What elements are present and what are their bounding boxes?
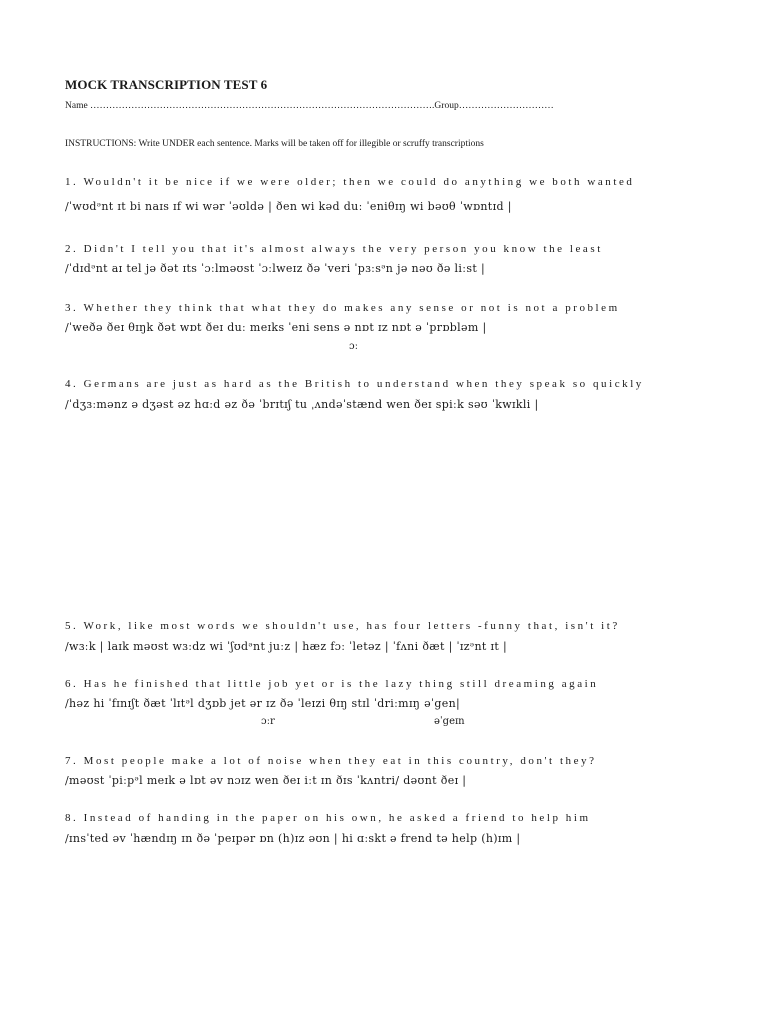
transcription-7: /məʊst ˈpiːpᵊl meɪk ə lɒt əv nɔɪz wen ðeɪ iːt ɪn ðɪs ˈkʌntri/ dəʊnt ðeɪ |	[65, 774, 467, 787]
transcription-5: /wɜːk | laɪk məʊst wɜːdz wi ˈʃʊdᵊnt juːz | hæz fɔː ˈletəz | ˈfʌni ðæt | ˈɪzᵊnt ɪt |	[65, 640, 508, 653]
correction-note: ɔːr	[261, 716, 275, 727]
correction-note: ɔː	[349, 341, 358, 352]
page-title: MOCK TRANSCRIPTION TEST 6	[65, 77, 268, 92]
sentence-2: 2. Didn't I tell you that it's almost always the very person you know the least	[65, 243, 603, 255]
transcription-1: /ˈwʊdᵊnt ɪt bi naɪs ɪf wi wər ˈəʊldə | ðen wi kəd duː ˈeniθɪŋ wi bəʊθ ˈwɒntɪd |	[65, 200, 512, 213]
instructions: INSTRUCTIONS: Write UNDER each sentence. Marks will be taken off for illegible or scruffy transcriptions	[65, 139, 484, 149]
transcription-8: /ɪnsˈted əv ˈhændɪŋ ɪn ðə ˈpeɪpər ɒn (h)ɪz əʊn | hi ɑːskt ə frend tə help (h)ɪm |	[65, 832, 521, 845]
transcription-6: /həz hi ˈfɪnɪʃt ðæt ˈlɪtᵊl dʒɒb jet ər ɪz ðə ˈleɪzi θɪŋ stɪl ˈdriːmɪŋ əˈgen|	[65, 697, 461, 710]
correction-note: əˈgeɪn	[434, 716, 465, 727]
name-group-line: Name ……………………………………………………………………………………………….Group…………………………	[65, 101, 554, 111]
transcription-4: /ˈdʒɜːmənz ə dʒəst əz hɑːd əz ðə ˈbrɪtɪʃ tu ˌʌndəˈstænd wen ðeɪ spiːk səʊ ˈkwɪkli |	[65, 398, 539, 411]
sentence-1: 1. Wouldn't it be nice if we were older; then we could do anything we both wanted	[65, 176, 635, 188]
sentence-7: 7. Most people make a lot of noise when they eat in this country, don't they?	[65, 755, 597, 767]
transcription-2: /ˈdɪdᵊnt aɪ tel jə ðət ɪts ˈɔːlməʊst ˈɔːlweɪz ðə ˈveri ˈpɜːsᵊn jə nəʊ ðə liːst |	[65, 262, 486, 275]
sentence-6: 6. Has he finished that little job yet or is the lazy thing still dreaming again	[65, 678, 599, 690]
transcription-3: /ˈweðə ðeɪ θɪŋk ðət wɒt ðeɪ duː meɪks ˈeni sens ə nɒt ɪz nɒt ə ˈprɒbləm |	[65, 321, 487, 334]
sentence-3: 3. Whether they think that what they do makes any sense or not is not a problem	[65, 302, 620, 314]
sentence-4: 4. Germans are just as hard as the British to understand when they speak so quickly	[65, 378, 644, 390]
sentence-5: 5. Work, like most words we shouldn't use, has four letters -funny that, isn't it?	[65, 620, 620, 632]
sentence-8: 8. Instead of handing in the paper on his own, he asked a friend to help him	[65, 812, 591, 824]
